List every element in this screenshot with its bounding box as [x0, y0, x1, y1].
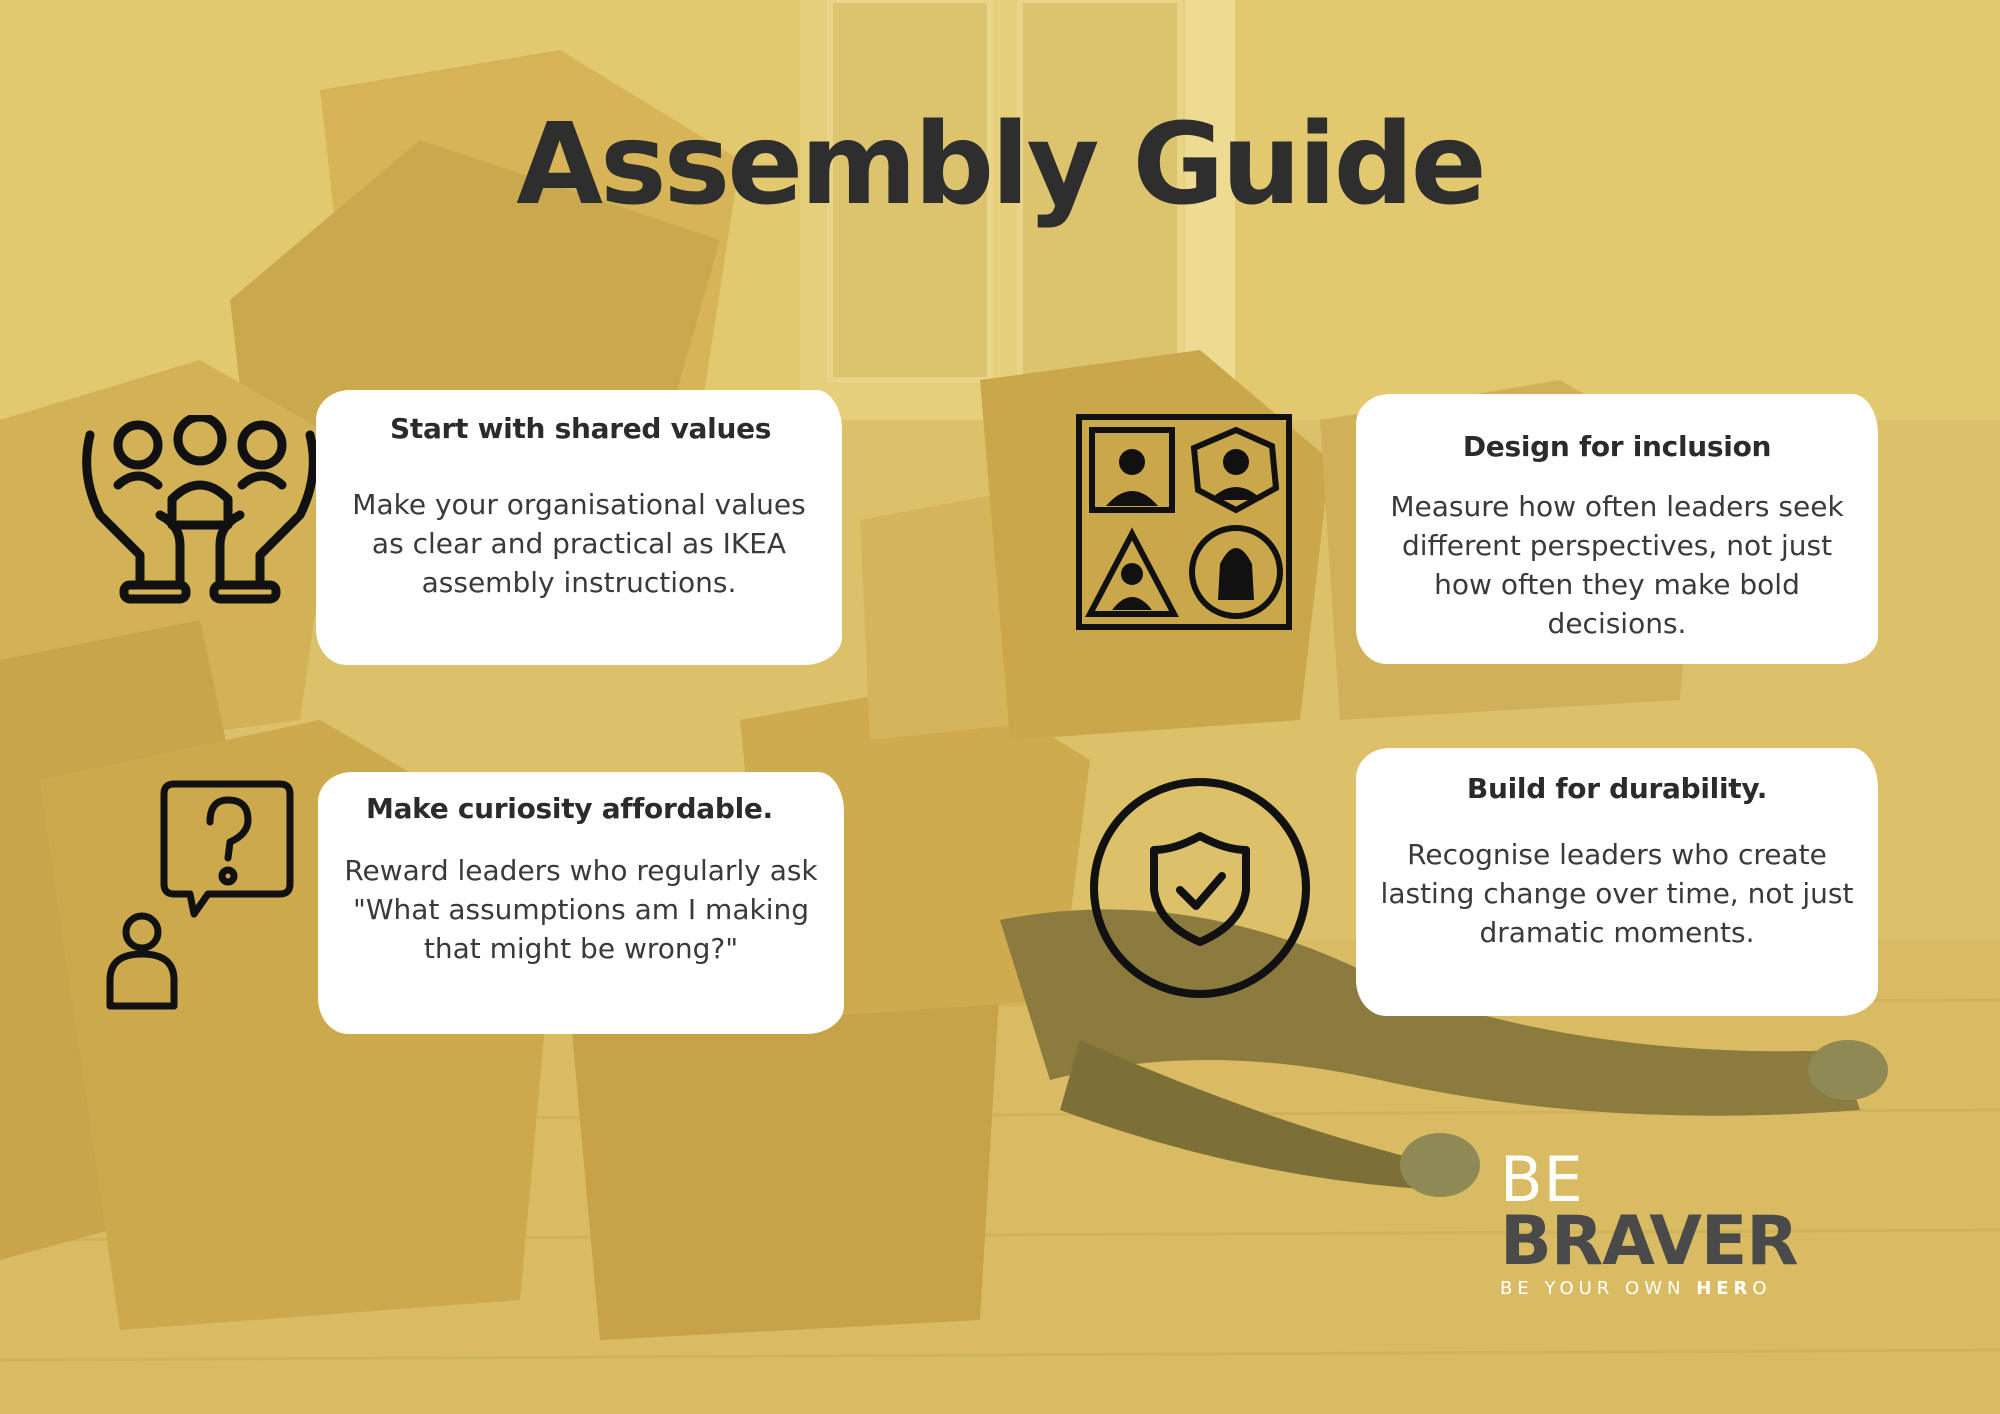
card-body: Recognise leaders who create lasting change over time, not just dramatic moments.	[1380, 838, 1854, 949]
tagline-bold: HER	[1696, 1278, 1753, 1299]
card-heading: Start with shared values	[390, 412, 772, 445]
card-shared-values	[316, 390, 842, 665]
brand-tagline	[1500, 1278, 1820, 1299]
diverse-people-grid-icon	[1076, 414, 1292, 630]
page-title: Assembly Guide	[516, 100, 1484, 230]
shield-check-icon	[1086, 774, 1314, 1002]
card-body: Reward leaders who regularly ask "What assumptions am I making that might be wrong?"	[344, 854, 818, 965]
brand-logo	[1500, 1143, 1820, 1299]
card-heading: Make curiosity affordable.	[366, 792, 773, 825]
hands-holding-group-icon	[80, 415, 320, 605]
card-heading: Design for inclusion	[1462, 430, 1772, 463]
brand-line-be: BE	[1500, 1143, 1584, 1216]
card-heading: Build for durability.	[1466, 772, 1768, 805]
tagline-end: O	[1752, 1278, 1772, 1299]
card-curiosity	[318, 772, 844, 1034]
card-body: Make your organisational values as clear and practical as IKEA assembly instructions.	[352, 488, 806, 599]
card-body: Measure how often leaders seek different perspectives, not just how often they make bold decisions.	[1390, 490, 1844, 640]
card-durability	[1356, 748, 1878, 1016]
brand-line-braver: BRAVER	[1500, 1202, 1798, 1281]
tagline-start: BE YOUR OWN	[1500, 1278, 1697, 1299]
person-question-bubble-icon	[104, 772, 304, 1012]
card-design-inclusion	[1356, 394, 1878, 664]
